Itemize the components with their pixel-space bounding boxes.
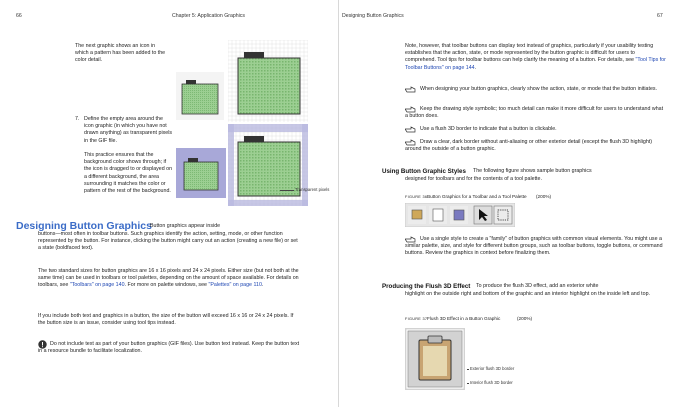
- figure-37-label: FIGURE 37: [405, 317, 428, 321]
- tip-1: When designing your button graphics, clearly show the action, state, or mode that the button initiates.: [420, 86, 658, 92]
- subhead-flush-3d: Producing the Flush 3D Effect: [382, 283, 471, 290]
- p2-text-c: .: [261, 282, 264, 289]
- tooltips-link[interactable]: "Tool Tips for Toolbar Buttons" on page 144: [405, 57, 666, 71]
- step-number: 7.: [75, 116, 80, 122]
- palette-button-marquee: [494, 206, 512, 224]
- figure-36-label: FIGURE 36: [405, 195, 428, 199]
- figure-37-title: Flush 3D Effect in a Button Graphic: [427, 316, 501, 321]
- figure-36-title: Button Graphics for a Toolbar and a Tool Palette: [427, 194, 527, 199]
- interior-border-label: Interior flush 3D border: [470, 380, 513, 385]
- clipboard-button-figure: [405, 328, 465, 390]
- pattern-icon-grid-figure: [176, 72, 224, 120]
- section-paragraph-4: Do not include text as part of your button graphics (GIF files). Use button text instead. Keep the button text in a resource bundle to facilitate localization.: [38, 341, 300, 355]
- transparent-leader-line: [280, 190, 294, 191]
- note-text-a: Note, however, that toolbar buttons can display text instead of graphics, particularly if your usability testing establishes that the action, state, or mode represented by the button graphic is difficult for users to comprehend. Tool tips for toolbar buttons can help clarify the meaning of a button. For details, see: [405, 43, 654, 64]
- running-head-right: Designing Button Graphics: [342, 13, 404, 19]
- subhead-button-styles: Using Button Graphic Styles: [382, 168, 466, 175]
- left-page: [0, 0, 338, 407]
- section-paragraph-2: [38, 268, 300, 290]
- exterior-border-label: Exterior flush 3D border: [470, 366, 515, 371]
- section-heading: Designing Button Graphics: [16, 220, 152, 232]
- p2-text-a: The two standard sizes for button graphics are 16 x 16 pixels and 24 x 24 pixels. Either size (but not both at the same time) can be used in toolbars or tool palettes, depending on the amount of space available. For details on toolbars, see: [38, 268, 299, 289]
- note-paragraph: [405, 43, 667, 72]
- transparent-icon-small-figure: [176, 148, 226, 198]
- toolbar-button-open: [408, 206, 426, 224]
- pattern-icon-large-figure: [228, 40, 308, 122]
- subhead2-text-b: highlight on the outside right and bottom of the graphic and an interior highlight on the inside left and top.: [405, 291, 651, 297]
- tip-3: Use a flush 3D border to indicate that a button is clickable.: [420, 126, 557, 132]
- tip-2: Keep the drawing style symbolic; too much detail can make it more difficult for users to understand what a button does.: [405, 106, 664, 120]
- p2-text-b: . For more on palette windows, see: [124, 282, 209, 289]
- toolbar-buttons-figure: [405, 203, 515, 227]
- page-number-right: 67: [657, 13, 663, 19]
- section-paragraph-1: buttons—most often in toolbar buttons. Such graphics identify the action, setting, mode, or other function represented by the button. For instance, clicking the button might carry out an action (creating a new file) or set a state (boldfaced text).: [38, 231, 298, 252]
- subhead1-text-b: designed for toolbars and for the contents of a tool palette.: [405, 176, 542, 182]
- running-head-left: Chapter 5: Application Graphics: [172, 13, 245, 19]
- subhead2-text-a: To produce the flush 3D effect, add an exterior white: [476, 283, 599, 289]
- right-page: [339, 0, 678, 407]
- section-paragraph-3: If you include both text and graphics in a button, the size of the button will exceed 16 x 16 or 24 x 24 pixels. If the button size is an issue, consider using tool tips instead.: [38, 313, 294, 327]
- tip-4: Draw a clear, dark border without anti-aliasing or other exterior detail (except the flush 3D highlight) around the outside of a button graphic.: [405, 139, 653, 153]
- subhead1-text-a: The following figure shows sample button graphics: [473, 168, 592, 174]
- section-intro-start: Button graphics appear inside: [150, 223, 221, 229]
- palette-button-pointer: [474, 206, 492, 224]
- figure-37-zoom: (200%): [517, 316, 533, 321]
- step-text: Define the empty area around the icon graphic (in which you have not drawn anything) as transparent pixels in the GIF file.: [84, 116, 173, 144]
- toolbar-button-new: [429, 206, 447, 224]
- intro-paragraph: The next graphic shows an icon in which a pattern has been added to the color detail.: [75, 43, 166, 64]
- step-note: This practice ensures that the background color shows through; if the icon is dragged to or displayed on a different background, the area surrounding it matches the color or pattern of the rest of the background.: [84, 152, 173, 195]
- exterior-leader-line: [467, 369, 469, 370]
- page-number-left: 66: [16, 13, 22, 19]
- figure-36-zoom: (200%): [536, 194, 552, 199]
- toolbar-button-save: [450, 206, 468, 224]
- interior-leader-line: [467, 383, 469, 384]
- note-text-b: .: [474, 64, 477, 71]
- transparent-icon-large-figure: [228, 124, 308, 206]
- toolbars-link[interactable]: "Toolbars" on page 140: [69, 282, 125, 289]
- tip-5: Use a single style to create a "family" of button graphics with common visual elements. You might use a similar palette, size, and style for different button groups, such as toolbar buttons, toggle buttons, or command buttons. Review the graphics in context before finalizing them.: [405, 236, 663, 257]
- transparent-pixels-label: Transparent pixels: [295, 187, 330, 192]
- palettes-link[interactable]: "Palettes" on page 110: [208, 282, 262, 289]
